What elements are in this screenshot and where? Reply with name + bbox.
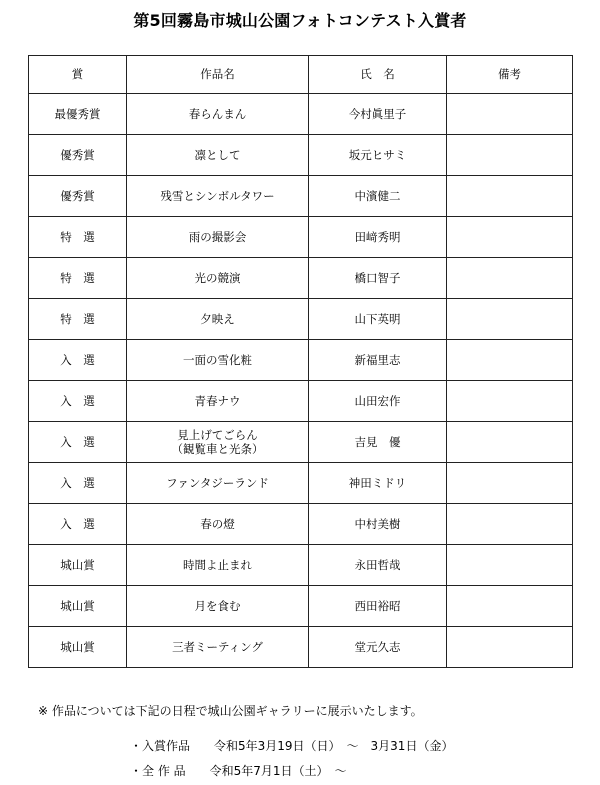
header-notes: 備考: [447, 56, 573, 94]
notes-cell: [447, 176, 573, 217]
notes-cell: [447, 422, 573, 463]
table-row: [29, 422, 573, 463]
table-body: [29, 94, 573, 668]
table-header-row: [29, 56, 573, 94]
name-cell: 堂元久志: [309, 627, 447, 668]
work-title-cell: 三者ミーティング: [127, 627, 309, 668]
work-title-cell: 凛として: [127, 135, 309, 176]
notes-cell: [447, 217, 573, 258]
notes-cell: [447, 340, 573, 381]
award-cell: 特 選: [29, 217, 127, 258]
name-cell: 神田ミドリ: [309, 463, 447, 504]
table-row: [29, 586, 573, 627]
name-cell: 山田宏作: [309, 381, 447, 422]
work-title-cell: 春らんまん: [127, 94, 309, 135]
award-cell: 特 選: [29, 258, 127, 299]
header-work-title: 作品名: [127, 56, 309, 94]
work-title-cell: 春の燈: [127, 504, 309, 545]
name-cell: 永田哲哉: [309, 545, 447, 586]
notes-cell: [447, 381, 573, 422]
schedule-item-all-works: ・全 作 品 令和5年7月1日（土） ～: [130, 764, 347, 778]
award-cell: 入 選: [29, 381, 127, 422]
schedule-item-winning-works: ・入賞作品 令和5年3月19日（日） ～ 3月31日（金）: [130, 739, 454, 753]
award-cell: 入 選: [29, 422, 127, 463]
award-cell: 最優秀賞: [29, 94, 127, 135]
table-row: [29, 381, 573, 422]
name-cell: 中村美樹: [309, 504, 447, 545]
name-cell: 橋口智子: [309, 258, 447, 299]
notes-cell: [447, 135, 573, 176]
award-cell: 城山賞: [29, 586, 127, 627]
notes-cell: [447, 258, 573, 299]
award-cell: 優秀賞: [29, 135, 127, 176]
award-cell: 城山賞: [29, 545, 127, 586]
work-title-cell: 青春ナウ: [127, 381, 309, 422]
table-row: [29, 217, 573, 258]
notes-cell: [447, 94, 573, 135]
table-row: [29, 94, 573, 135]
table-row: [29, 463, 573, 504]
header-award: 賞: [29, 56, 127, 94]
award-cell: 入 選: [29, 504, 127, 545]
table-row: [29, 545, 573, 586]
name-cell: 新福里志: [309, 340, 447, 381]
name-cell: 山下英明: [309, 299, 447, 340]
work-title-cell: 夕映え: [127, 299, 309, 340]
award-cell: 特 選: [29, 299, 127, 340]
table-row: [29, 299, 573, 340]
exhibition-note: [38, 702, 423, 719]
table-row: [29, 340, 573, 381]
name-cell: 今村眞里子: [309, 94, 447, 135]
work-title-cell: 月を食む: [127, 586, 309, 627]
award-cell: 入 選: [29, 340, 127, 381]
notes-cell: [447, 627, 573, 668]
name-cell: 田﨑秀明: [309, 217, 447, 258]
work-title-cell: 残雪とシンボルタワー: [127, 176, 309, 217]
exhibition-note-text: ※ 作品については下記の日程で城山公園ギャラリーに展示いたします。: [38, 704, 423, 718]
awards-table: [28, 55, 573, 668]
work-title-cell: 一面の雪化粧: [127, 340, 309, 381]
header-name: 氏 名: [309, 56, 447, 94]
table-row: [29, 258, 573, 299]
work-title-cell: 時間よ止まれ: [127, 545, 309, 586]
name-cell: 中濱健二: [309, 176, 447, 217]
table-row: [29, 176, 573, 217]
table-row: [29, 504, 573, 545]
name-cell: 西田裕昭: [309, 586, 447, 627]
award-cell: 入 選: [29, 463, 127, 504]
notes-cell: [447, 504, 573, 545]
table-row: [29, 627, 573, 668]
notes-cell: [447, 545, 573, 586]
name-cell: 坂元ヒサミ: [309, 135, 447, 176]
work-title-cell: 見上げてごらん （観覧車と光条）: [127, 422, 309, 463]
notes-cell: [447, 463, 573, 504]
notes-cell: [447, 586, 573, 627]
table-row: [29, 135, 573, 176]
name-cell: 吉見 優: [309, 422, 447, 463]
work-title-cell: 光の競演: [127, 258, 309, 299]
award-cell: 優秀賞: [29, 176, 127, 217]
work-title-cell: 雨の撮影会: [127, 217, 309, 258]
award-cell: 城山賞: [29, 627, 127, 668]
page-title: 第5回霧島市城山公園フォトコンテスト入賞者: [133, 11, 467, 30]
notes-cell: [447, 299, 573, 340]
work-title-cell: ファンタジーランド: [127, 463, 309, 504]
